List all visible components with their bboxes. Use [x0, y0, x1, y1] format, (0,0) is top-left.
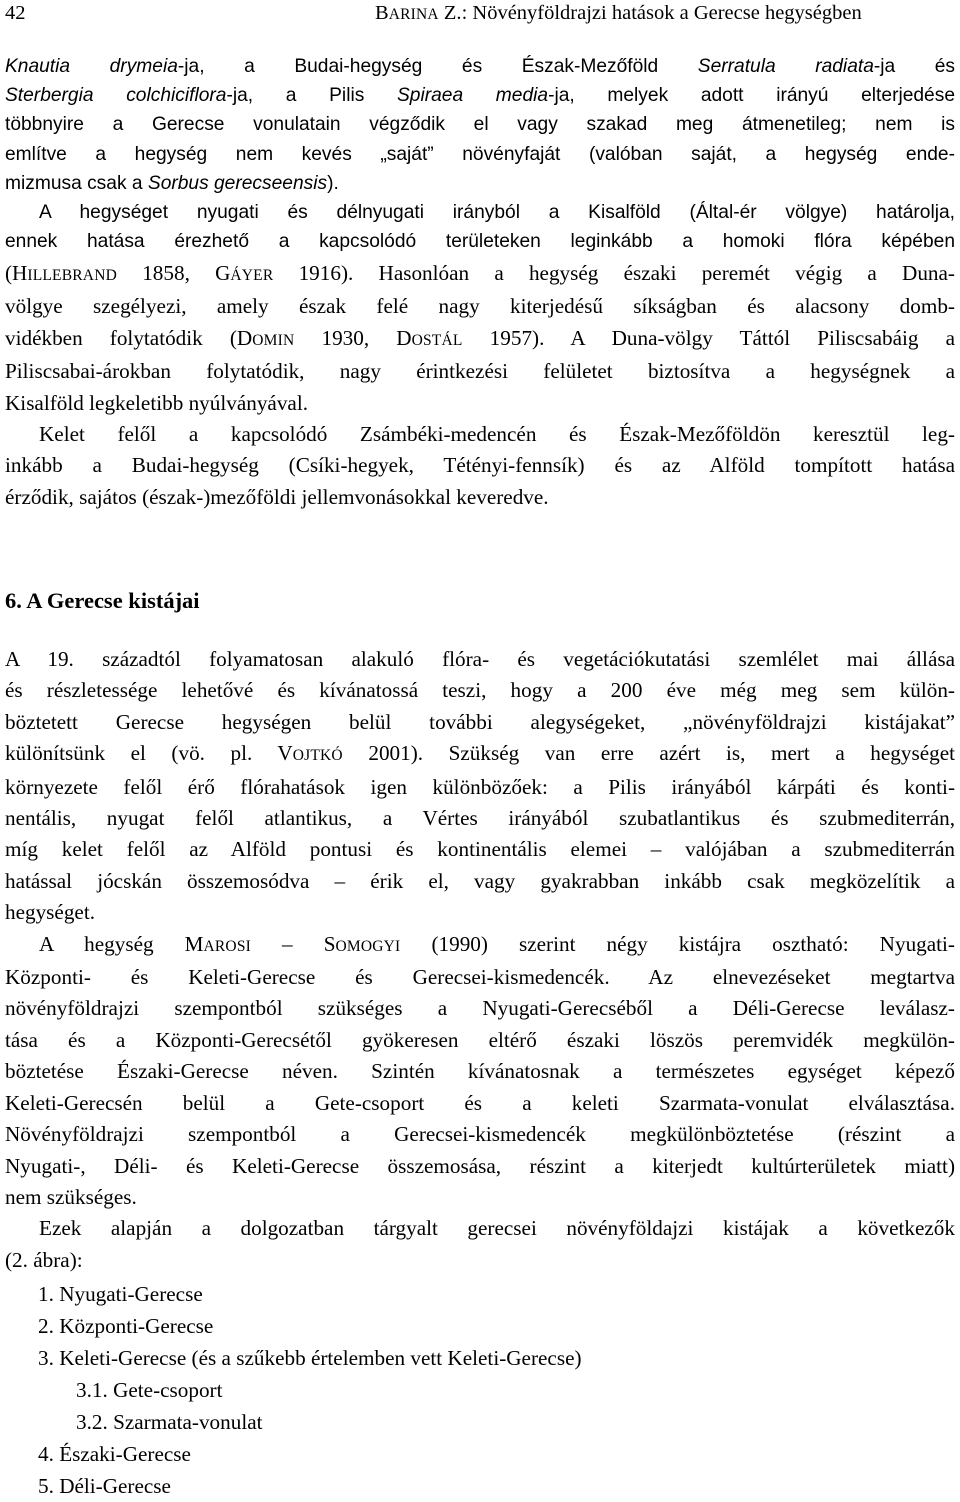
list-item: 1. Nyugati-Gerecse	[38, 1282, 203, 1306]
text-run: ).	[327, 172, 339, 194]
author-smallcaps: OMOGYI	[335, 937, 401, 955]
paragraph-6-line-1: Ezek alapján a dolgozatban tárgyalt gerecsei növényföldajzi kistájak a következők	[39, 1216, 955, 1241]
paragraph-5-line-1	[5, 929, 955, 962]
paragraph-3-line-3: érződik, sajátos (észak-)mezőföldi jellemvonásokkal keveredve.	[5, 484, 549, 509]
running-header	[5, 0, 953, 26]
paragraph-5-line-9: nem szükséges.	[5, 1184, 137, 1209]
author-smallcaps: ILLEBRAND	[27, 267, 117, 284]
paragraph-4-line-5: környezete felől érő flórahatások igen különbözőek: a Pilis irányából kárpáti és konti-	[5, 774, 955, 799]
paragraph-2-cont	[5, 258, 955, 513]
text-run: 1858, G	[116, 261, 231, 285]
paragraph-5-line-3: növényföldrajzi szempontból szükséges a Nyugati-Gerecséből a Déli-Gerecse leválasz-	[5, 996, 955, 1021]
text-run: mizmusa csak a	[5, 172, 148, 194]
section-heading: 6. A Gerecse kistájai	[5, 588, 200, 613]
list-subitem: 3.2. Szarmata-vonulat	[76, 1410, 263, 1434]
list-subitem: 3.1. Gete-csoport	[76, 1378, 223, 1402]
text-run: -ja, a Pilis	[226, 85, 397, 107]
running-title	[375, 0, 862, 28]
paragraph-3-line-2: inkább a Budai-hegység (Csíki-hegyek, Tétényi-fennsík) és az Alföld tompított hatása	[5, 453, 955, 478]
text-run: (H	[5, 261, 28, 285]
text-run: -ja és	[873, 56, 956, 77]
paragraph-5-line-2: Központi- és Keleti-Gerecse és Gerecsei-kismedencék. Az elnevezéseket megtartva	[5, 965, 955, 990]
paragraph-4-line-3: böztetett Gerecse hegységen belül további alegységeket, „növényföldrajzi kistájakat”	[5, 709, 955, 734]
text-run: 2001). Szükség van erre azért is, mert a hegységet	[342, 741, 955, 766]
paragraph-6-line-2: (2. ábra):	[5, 1247, 83, 1272]
taxon-name: Sterbergia colchiciflora	[5, 85, 227, 107]
text-run: -ja, melyek adott irányú elterjedése	[548, 85, 955, 107]
paragraph-2-line-1: A hegységet nyugati és délnyugati irányból a Kisalföld (Által-ér völgye) határolja,	[39, 202, 955, 223]
text-run: 1957). A Duna-völgy Táttól Piliscsabáig a	[462, 325, 955, 350]
running-title-text: : Növényföldrajzi hatások a Gerecse hegységben	[461, 2, 862, 24]
paragraph-1	[5, 52, 955, 198]
text-run: 1930, D	[294, 325, 412, 350]
author-smallcaps: ARINA	[388, 6, 439, 23]
taxon-name: Knautia drymeia	[5, 56, 178, 77]
paragraph-4-line-6: nentális, nyugat felől atlantikus, a Vértes irányából szubatlantikus és szubmediterrán,	[5, 806, 955, 831]
paragraph-4-line-4	[5, 738, 955, 771]
list-item: 2. Központi-Gerecse	[38, 1314, 214, 1338]
taxon-name: Spiraea media	[396, 85, 549, 107]
paragraph-4-line-1: A 19. századtól folyamatosan alakuló flóra- és vegetációkutatási szemlélet mai állása	[5, 647, 955, 671]
paragraph-2-line-5	[5, 323, 955, 356]
author-initial: B	[375, 2, 389, 24]
paragraph-5-line-7: Növényföldrajzi szempontból a Gerecsei-kismedencék megkülönböztetése (részint a	[5, 1122, 955, 1147]
paragraph-2-line-2: ennek hatása érezhető a kapcsolódó területeken leginkább a homoki flóra képében	[5, 231, 955, 253]
paragraph-1-line-1	[5, 52, 955, 81]
author-smallcaps: OJTKÓ	[292, 747, 343, 765]
author-suffix: Z.	[438, 2, 462, 24]
author-smallcaps: AROSI	[203, 937, 252, 955]
text-run: (1990) szerint négy kistájra osztható: Nyugati-	[400, 931, 955, 956]
list-item: 5. Déli-Gerecse	[38, 1474, 171, 1498]
paragraph-2-line-4: völgye szegélyezi, amely észak felé nagy kiterjedésű síkságban és alacsony domb-	[5, 294, 955, 319]
paragraph-1-line-4: említve a hegység nem kevés „saját” növényfaját (valóban saját, a hegység ende-	[5, 143, 955, 165]
author-smallcaps: OMIN	[252, 331, 295, 349]
paragraph-4-line-2: és részletessége lehetővé és kívánatossá teszi, hogy a 200 éve még meg sem külön-	[5, 678, 955, 703]
paragraph-1-line-5	[5, 169, 955, 198]
taxon-name: Sorbus gerecseensis	[147, 172, 328, 194]
text-run: vidékben folytatódik (D	[5, 325, 253, 350]
paragraph-4-line-7: míg kelet felől az Alföld pontusi és kontinentális elemei – valójában a szubmediterrán	[5, 837, 955, 862]
text-run: 1916). Hasonlóan a hegység északi peremét végig a Duna-	[273, 261, 955, 285]
kistaj-list	[38, 1278, 582, 1502]
taxon-name: Serratula radiata	[697, 56, 874, 77]
paragraph-5-line-5: böztetése Északi-Gerecse néven. Szintén kívánatosnak a természetes egységet képező	[5, 1059, 955, 1084]
paragraph-5-line-4: tása és a Központi-Gerecsétől gyökeresen eltérő északi löszös peremvidék megkülön-	[5, 1027, 955, 1052]
page-number: 42	[5, 2, 26, 24]
text-run: – S	[251, 931, 336, 956]
paragraph-2	[5, 198, 955, 256]
paragraph-2-line-3	[5, 258, 955, 291]
paragraph-1-line-3: többnyire a Gerecse vonulatain végződik el vagy szakad meg átmenetileg; nem is	[5, 114, 955, 136]
list-item: 4. Északi-Gerecse	[38, 1442, 191, 1466]
text-run: különítsünk el (vö. pl. V	[5, 741, 293, 766]
paragraph-2-line-7: Kisalföld legkeletibb nyúlványával.	[5, 390, 309, 415]
paragraph-2-line-6: Piliscsabai-árokban folytatódik, nagy érintkezési felületet biztosítva a hegységnek a	[5, 359, 955, 384]
list-item: 3. Keleti-Gerecse (és a szűkebb értelemben vett Keleti-Gerecse)	[38, 1346, 582, 1370]
paragraph-4-line-8: hatással jócskán összemosódva – érik el, vagy gyakrabban inkább csak megközelítik a	[5, 868, 955, 893]
paragraph-5-line-6: Keleti-Gerecsén belül a Gete-csoport és a keleti Szarmata-vonulat elválasztása.	[5, 1090, 955, 1115]
author-smallcaps: ÁYER	[230, 267, 274, 284]
paragraph-1-line-2	[5, 81, 955, 110]
paragraph-4-line-9: hegységet.	[5, 900, 96, 925]
text-run: -ja, a Budai-hegység és Észak-Mezőföld	[177, 56, 698, 77]
paragraph-3-line-1: Kelet felől a kapcsolódó Zsámbéki-medencén és Észak-Mezőföldön keresztül leg-	[39, 422, 955, 447]
paragraph-5-line-8: Nyugati-, Déli- és Keleti-Gerecse összemosása, részint a kiterjedt kultúrterületek miatt)	[5, 1153, 955, 1178]
author-smallcaps: OSTÁL	[411, 331, 463, 349]
text-run: A hegység M	[39, 931, 204, 956]
paragraph-4	[5, 644, 955, 1276]
